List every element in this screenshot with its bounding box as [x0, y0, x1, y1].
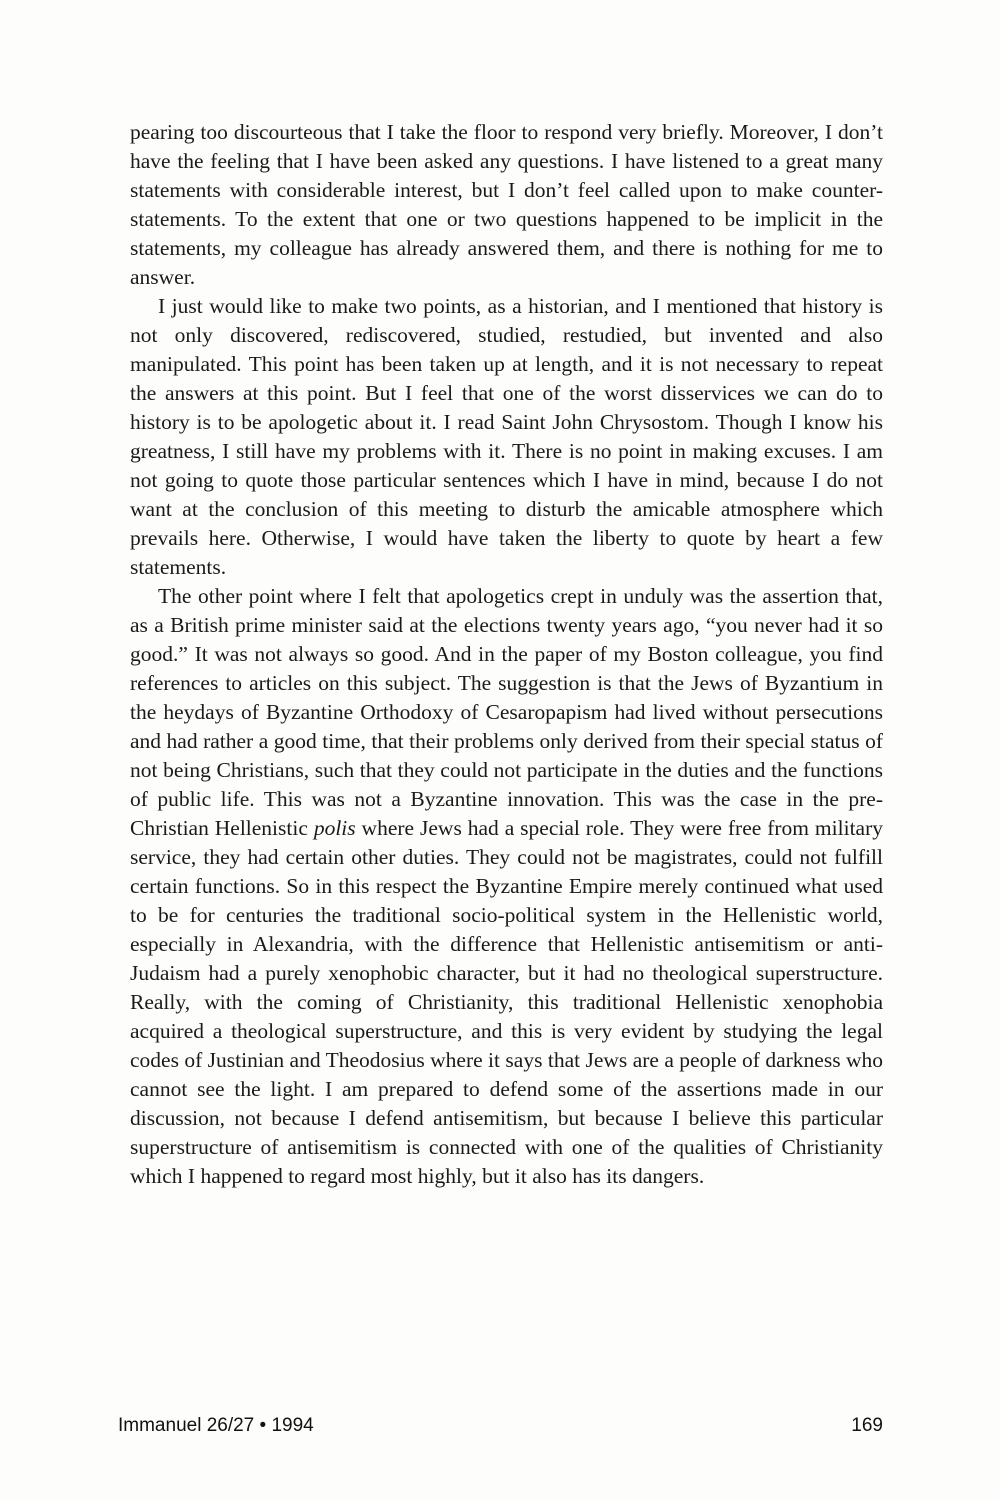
- journal-citation: Immanuel 26/27 • 1994: [118, 1415, 314, 1436]
- paragraph-1-text: pearing too discourteous that I take the floor to respond very briefly. Moreover, I don’t have the feeling that I have been asked any questions. I have listened to a great many statements with considerable interest, but I don’t feel called upon to make counter-statements. To the extent that one or two questions happened to be implicit in the statements, my colleague has already answered them, and there is nothing for me to answer.: [130, 120, 883, 289]
- paragraph-2: [130, 292, 883, 582]
- paragraph-3-italic-term: polis: [313, 816, 356, 840]
- page-number: 169: [851, 1415, 883, 1436]
- paragraph-3: [130, 582, 883, 1191]
- paragraph-3-text-part-2: where Jews had a special role. They were free from military service, they had certain other duties. They could not be magistrates, could not fulfill certain functions. So in this respect the Byzantine Empire merely continued what used to be for centuries the traditional socio-political system in the Hellenistic world, especially in Alexandria, with the difference that Hellenistic antisemitism or anti-Judaism had a purely xenophobic character, but it had no theological superstructure. Really, with the coming of Christianity, this traditional Hellenistic xenophobia acquired a theological superstructure, and this is very evident by studying the legal codes of Justinian and Theodosius where it says that Jews are a people of darkness who cannot see the light. I am prepared to defend some of the assertions made in our discussion, not because I defend antisemitism, but because I believe this particular superstructure of antisemitism is connected with one of the qualities of Christianity which I happened to regard most highly, but it also has its dangers.: [130, 816, 883, 1188]
- paragraph-1: [130, 118, 883, 292]
- body-text: [130, 118, 883, 1191]
- paragraph-2-text: I just would like to make two points, as a historian, and I mentioned that history is not only discovered, rediscovered, studied, restudied, but invented and also manipulated. This point has been taken up at length, and it is not necessary to repeat the answers at this point. But I feel that one of the worst disservices we can do to history is to be apologetic about it. I read Saint John Chrysostom. Though I know his greatness, I still have my problems with it. There is no point in making excuses. I am not going to quote those particular sentences which I have in mind, because I do not want at the conclusion of this meeting to disturb the amicable atmosphere which prevails here. Otherwise, I would have taken the liberty to quote by heart a few statements.: [130, 294, 883, 579]
- paragraph-3-text-part-1: The other point where I felt that apologetics crept in unduly was the assertion that, as a British prime minister said at the elections twenty years ago, “you never had it so good.” It was not always so good. And in the paper of my Boston colleague, you find references to articles on this subject. The suggestion is that the Jews of Byzantium in the heydays of Byzantine Orthodoxy of Cesaropapism had lived without persecutions and had rather a good time, that their problems only derived from their special status of not being Christians, such that they could not participate in the duties and the functions of public life. This was not a Byzantine innovation. This was the case in the pre-Christian Hellenistic: [130, 584, 883, 840]
- page-footer: [118, 1415, 883, 1445]
